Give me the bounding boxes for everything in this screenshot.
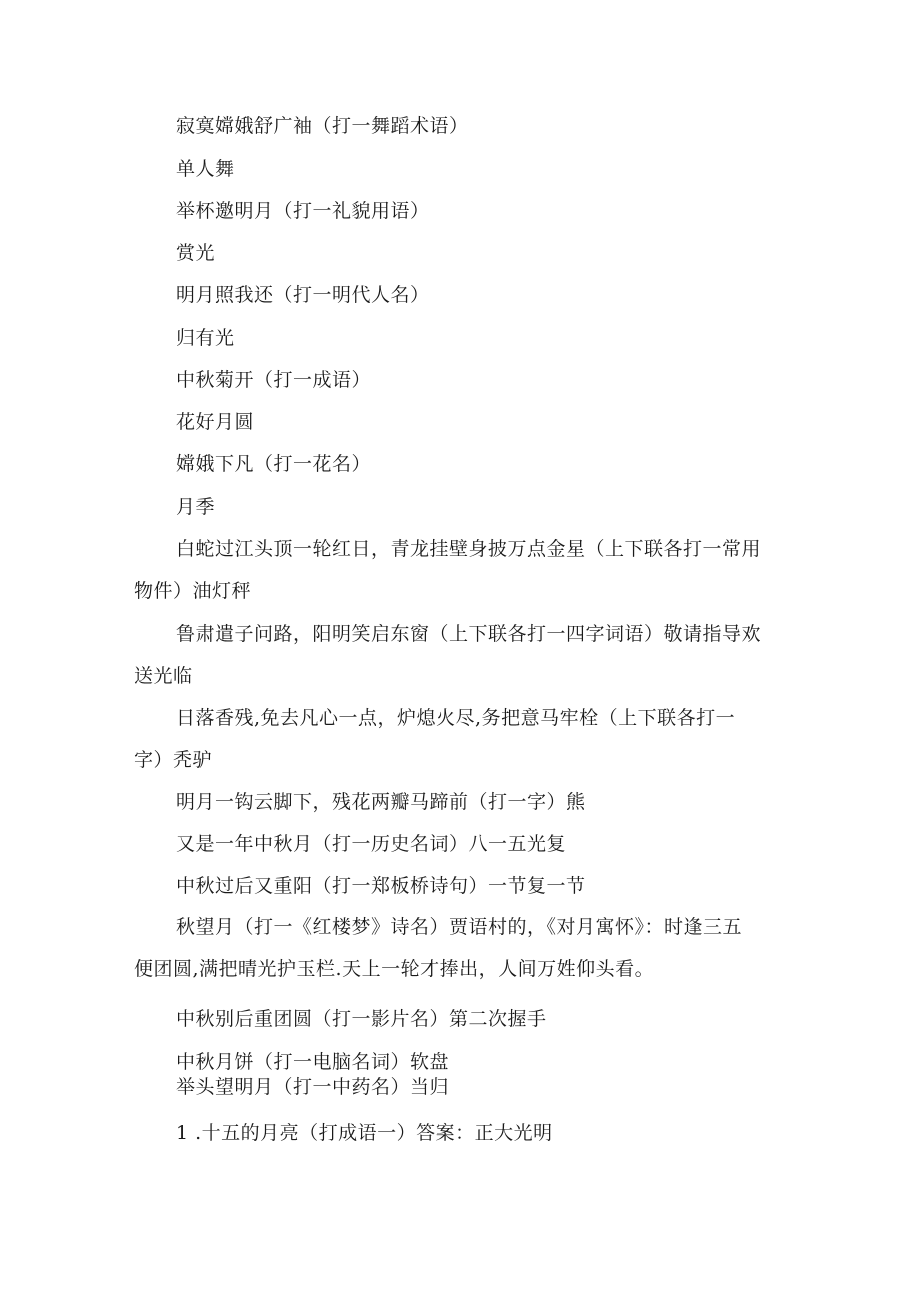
paragraph-line: 便团圆,满把晴光护玉栏.天上一轮才捧出，人间万姓仰头看。: [134, 958, 655, 980]
paragraph-line: 鲁肃遣子问路，阳明笑启东窗（上下联各打一四字词语）敬请指导欢: [176, 623, 762, 645]
answer-line: 归有光: [176, 327, 235, 349]
couplet-riddle-paragraph: [134, 613, 784, 697]
riddle-line: 1 .十五的月亮（打成语一）答案：正大光明: [176, 1122, 553, 1144]
answer-line: 花好月圆: [176, 411, 255, 433]
paragraph-line: 物件）油灯秤: [134, 580, 252, 602]
paragraph-line: 送光临: [134, 665, 193, 687]
riddle-line: 举头望明月（打一中药名）当归: [176, 1076, 450, 1098]
riddle-poem-paragraph: [134, 906, 784, 990]
riddle-line: 寂寞嫦娥舒广袖（打一舞蹈术语）: [176, 115, 469, 137]
couplet-riddle-paragraph: [134, 697, 784, 781]
couplet-riddle-paragraph: [134, 528, 784, 612]
answer-line: 赏光: [176, 242, 216, 264]
riddle-line: 明月照我还（打一明代人名）: [176, 284, 430, 306]
riddle-line: 中秋别后重团圆（打一影片名）第二次握手: [176, 1008, 547, 1030]
riddle-line: 举杯邀明月（打一礼貌用语）: [176, 200, 430, 222]
riddle-line: 中秋菊开（打一成语）: [176, 369, 372, 391]
riddle-line: 又是一年中秋月（打一历史名词）八一五光复: [176, 833, 567, 855]
paragraph-line: 白蛇过江头顶一轮红日，青龙挂壁身披万点金星（上下联各打一常用: [176, 538, 762, 560]
riddle-line: 明月一钩云脚下，残花两瓣马蹄前（打一字）熊: [176, 791, 586, 813]
riddle-line: 嫦娥下凡（打一花名）: [176, 453, 372, 475]
answer-line: 月季: [176, 496, 216, 518]
riddle-line: 中秋过后又重阳（打一郑板桥诗句）一节复一节: [176, 875, 586, 897]
paragraph-line: 字）秃驴: [134, 749, 213, 771]
riddle-line: 中秋月饼（打一电脑名词）软盘: [176, 1051, 450, 1073]
paragraph-line: 秋望月（打一《红楼梦》诗名）贾语村的，《对月寓怀》：时逢三五: [176, 916, 743, 938]
paragraph-line: 日落香残,免去凡心一点，炉熄火尽,务把意马牢栓（上下联各打一: [176, 707, 736, 729]
answer-line: 单人舞: [176, 158, 235, 180]
